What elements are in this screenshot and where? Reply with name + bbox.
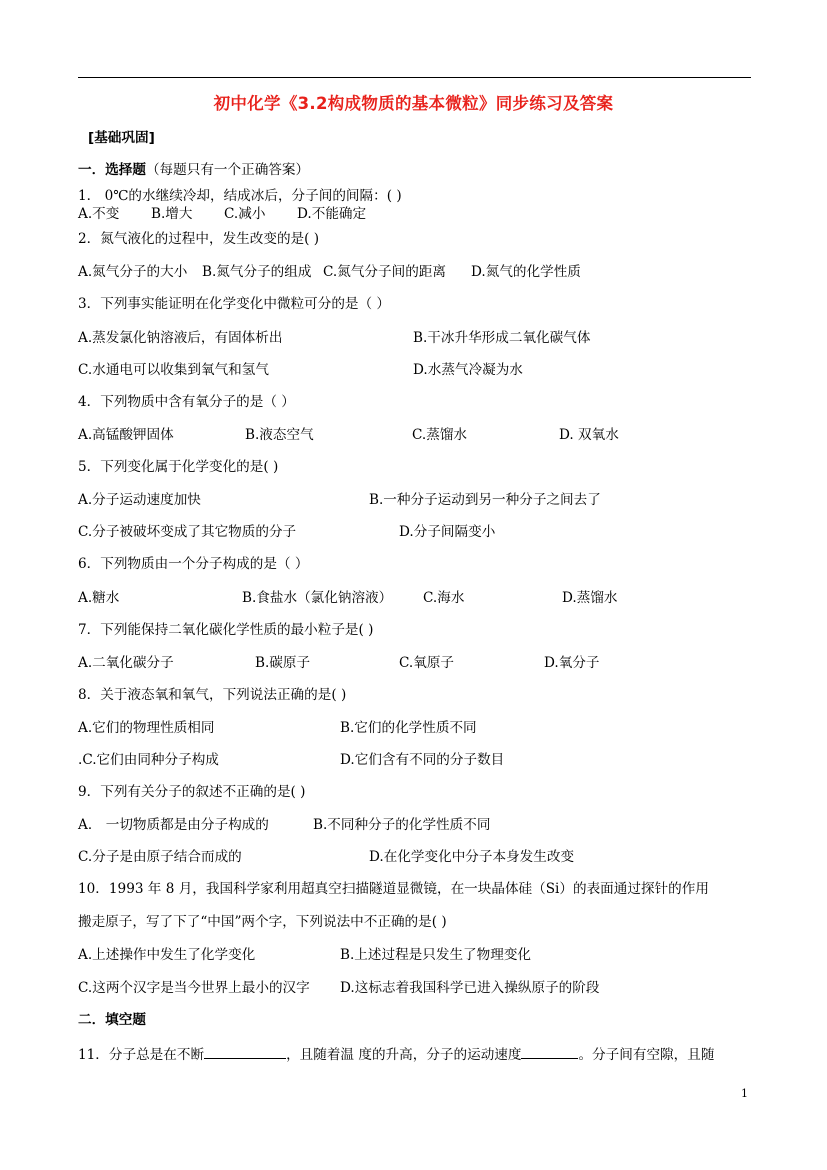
q2-option-d: D.氮气的化学性质 xyxy=(471,264,581,280)
q5-option-d: D.分子间隔变小 xyxy=(399,524,496,540)
q11-text-a: 11．分子总是在不断 xyxy=(78,1047,205,1063)
section-basic: [基础巩固] xyxy=(88,130,155,146)
q3-option-a: A.蒸发氯化钠溶液后，有固体析出 xyxy=(78,330,283,346)
header-rule xyxy=(78,77,751,78)
part1-heading xyxy=(78,162,309,178)
page-number: 1 xyxy=(741,1087,748,1100)
q11-stem xyxy=(78,1045,714,1063)
q7-option-a: A.二氧化碳分子 xyxy=(78,655,174,671)
q5-option-a: A.分子运动速度加快 xyxy=(78,492,201,508)
q10-option-d: D.这标志着我国科学已进入操纵原子的阶段 xyxy=(340,980,600,996)
q1-option-c: C.减小 xyxy=(224,206,266,222)
q3-option-b: B.干冰升华形成二氧化碳气体 xyxy=(413,330,591,346)
q5-option-c: C.分子被破坏变成了其它物质的分子 xyxy=(78,524,297,540)
q7-stem: 7．下列能保持二氧化碳化学性质的最小粒子是( ) xyxy=(78,622,374,638)
q8-stem: 8．关于液态氧和氧气，下列说法正确的是( ) xyxy=(78,687,347,703)
q8-option-d: D.它们含有不同的分子数目 xyxy=(340,752,505,768)
q9-option-b: B.不同种分子的化学性质不同 xyxy=(313,817,491,833)
q10-stem-line1: 10．1993 年 8 月，我国科学家利用超真空扫描隧道显微镜，在一块晶体硅（Si）的表面通过探针的作用 xyxy=(78,881,709,897)
q6-option-a: A.糖水 xyxy=(78,590,120,606)
q3-stem: 3．下列事实能证明在化学变化中微粒可分的是（ ） xyxy=(78,296,391,312)
q11-text-b: ，且随着温 度的升高，分子的运动速度 xyxy=(286,1047,522,1063)
q11-blank-1[interactable] xyxy=(204,1045,286,1059)
q4-option-a: A.高锰酸钾固体 xyxy=(78,427,174,443)
q6-option-d: D.蒸馏水 xyxy=(562,590,618,606)
q11-text-c: 。分子间有空隙，且随 xyxy=(578,1047,715,1063)
q10-option-c: C.这两个汉字是当今世界上最小的汉字 xyxy=(78,980,310,996)
q8-option-a: A.它们的物理性质相同 xyxy=(78,720,215,736)
page-title: 初中化学《3.2构成物质的基本微粒》同步练习及答案 xyxy=(213,94,614,113)
part1-note: （每题只有一个正确答案） xyxy=(145,162,310,178)
q1-stem: 1． 0℃的水继续冷却，结成冰后，分子间的间隔：( ) xyxy=(78,188,402,204)
q3-option-c: C.水通电可以收集到氧气和氢气 xyxy=(78,362,269,378)
q7-option-b: B.碳原子 xyxy=(255,655,311,671)
q4-option-b: B.液态空气 xyxy=(245,427,314,443)
q10-option-a: A.上述操作中发生了化学变化 xyxy=(78,947,256,963)
q2-option-a: A.氮气分子的大小 xyxy=(78,264,188,280)
q9-stem: 9．下列有关分子的叙述不正确的是( ) xyxy=(78,784,306,800)
q9-option-a: A． 一切物质都是由分子构成的 xyxy=(78,817,269,833)
q9-option-d: D.在化学变化中分子本身发生改变 xyxy=(369,849,575,865)
q2-option-b: B.氮气分子的组成 xyxy=(202,264,312,280)
q1-option-b: B.增大 xyxy=(151,206,193,222)
q4-stem: 4．下列物质中含有氧分子的是（ ） xyxy=(78,394,295,410)
q7-option-c: C.氧原子 xyxy=(399,655,455,671)
q8-option-b: B.它们的化学性质不同 xyxy=(340,720,477,736)
q2-option-c: C.氮气分子间的距离 xyxy=(323,264,446,280)
q1-option-a: A.不变 xyxy=(78,206,120,222)
q3-option-d: D.水蒸气冷凝为水 xyxy=(413,362,523,378)
q11-blank-2[interactable] xyxy=(521,1045,578,1059)
q5-option-b: B.一种分子运动到另一种分子之间去了 xyxy=(369,492,601,508)
q5-stem: 5．下列变化属于化学变化的是( ) xyxy=(78,459,279,475)
part1-heading-label: 一．选择题 xyxy=(78,162,146,178)
q10-stem-line2: 搬走原子，写了下了“中国”两个字，下列说法中不正确的是( ) xyxy=(78,914,447,930)
q2-stem: 2．氮气液化的过程中，发生改变的是( ) xyxy=(78,231,320,247)
q6-option-b: B.食盐水（氯化钠溶液） xyxy=(242,590,393,606)
q6-stem: 6．下列物质由一个分子构成的是（ ） xyxy=(78,556,309,572)
q4-option-d: D. 双氧水 xyxy=(559,427,619,443)
part2-heading: 二．填空题 xyxy=(78,1012,146,1028)
q4-option-c: C.蒸馏水 xyxy=(412,427,468,443)
q9-option-c: C.分子是由原子结合而成的 xyxy=(78,849,242,865)
q8-option-c: .C.它们由同种分子构成 xyxy=(78,752,219,768)
q10-option-b: B.上述过程是只发生了物理变化 xyxy=(340,947,532,963)
q7-option-d: D.氧分子 xyxy=(544,655,600,671)
q6-option-c: C.海水 xyxy=(423,590,465,606)
q1-option-d: D.不能确定 xyxy=(297,206,367,222)
